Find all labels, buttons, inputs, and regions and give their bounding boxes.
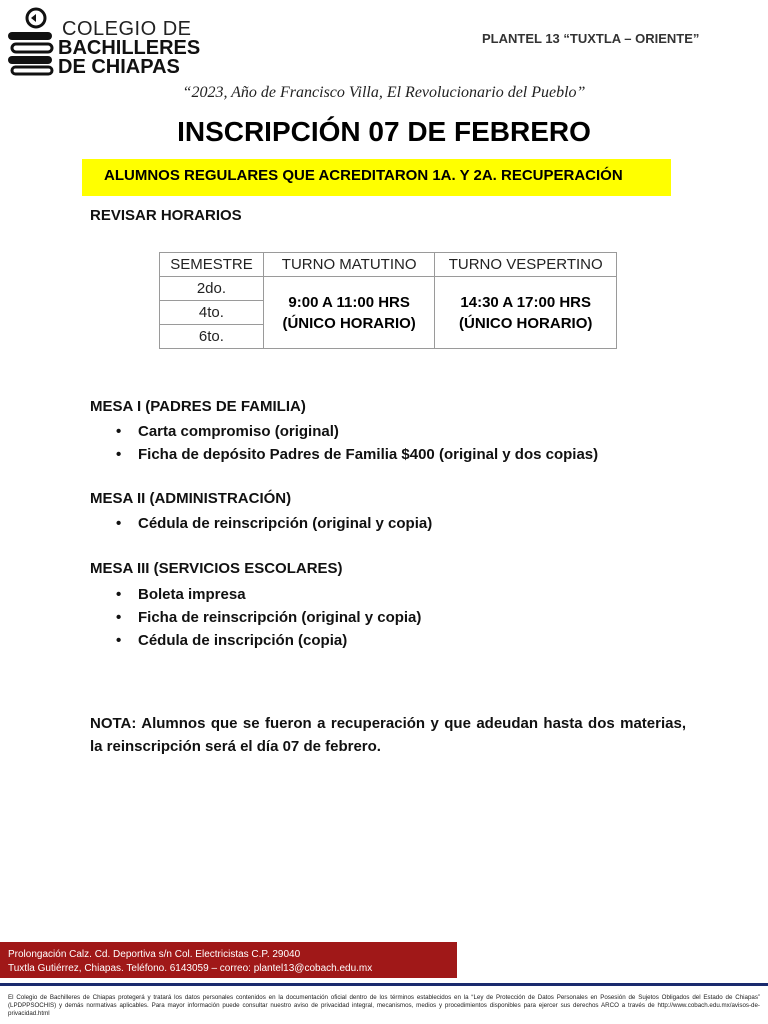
mesa-3-list xyxy=(116,583,421,652)
mesa-1-title: MESA I (PADRES DE FAMILIA) xyxy=(90,398,306,415)
highlight-banner-text: ALUMNOS REGULARES QUE ACREDITARON 1A. Y 2A. RECUPERACIÓN xyxy=(104,167,623,184)
list-item: • Ficha de reinscripción (original y copia) xyxy=(116,606,421,629)
mesa-1-list xyxy=(116,420,598,466)
table-header-cell: TURNO MATUTINO xyxy=(263,253,435,277)
page-title: INSCRIPCIÓN 07 DE FEBRERO xyxy=(177,116,591,147)
vespertino-note: (ÚNICO HORARIO) xyxy=(459,314,593,332)
mesa-2-title: MESA II (ADMINISTRACIÓN) xyxy=(90,490,292,507)
matutino-time: 9:00 A 11:00 HRS xyxy=(288,293,410,311)
mesa-3-title: MESA III (SERVICIOS ESCOLARES) xyxy=(90,560,343,577)
list-item: • Cédula de reinscripción (original y copia) xyxy=(116,512,432,535)
revisar-horarios-label: REVISAR HORARIOS xyxy=(90,207,242,224)
vespertino-time-cell xyxy=(435,277,617,349)
logo-text-line1: COLEGIO DE xyxy=(62,18,192,40)
year-motto: “2023, Año de Francisco Villa, El Revolucionario del Pueblo” xyxy=(182,84,586,101)
footer-address-line2: Tuxtla Gutiérrez, Chiapas. Teléfono. 6143059 – correo: plantel13@cobach.edu.mx xyxy=(8,963,373,974)
semester-cell: 4to. xyxy=(160,301,264,325)
list-item: • Cédula de inscripción (copia) xyxy=(116,629,421,652)
list-item: • Ficha de depósito Padres de Familia $400 (original y dos copias) xyxy=(116,443,598,466)
list-item: • Carta compromiso (original) xyxy=(116,420,598,443)
book-stack-logo-icon xyxy=(4,4,56,76)
privacy-notice: El Colegio de Bachilleres de Chiapas protegerá y tratará los datos personales contenidos en la documentación oficial dentro de los términos establecidos en la “Ley de Protección de Datos Personales en Posesión de Sujetos Obligados del Estado de Chiapas” (LPDPPSOCHIS) y demás normativas aplicables. Para mayor información puede consultar nuestro aviso de privacidad integral, mecanismos, medios y procedimientos disponibles para ejercer sus derechos ARCO a través de http://www.cobach.edu.mx/avisos-de-privacidad.html xyxy=(8,994,760,1017)
table-header-cell: SEMESTRE xyxy=(160,253,264,277)
semester-cell: 6to. xyxy=(160,325,264,349)
matutino-time-cell xyxy=(263,277,435,349)
matutino-note: (ÚNICO HORARIO) xyxy=(282,314,416,332)
table-header-cell: TURNO VESPERTINO xyxy=(435,253,617,277)
footer-divider xyxy=(0,983,768,986)
mesa-2-list xyxy=(116,512,432,535)
list-item: • Boleta impresa xyxy=(116,583,421,606)
schedule-table xyxy=(159,252,617,349)
logo-text-line3: DE CHIAPAS xyxy=(58,56,180,78)
logo-text-line2: BACHILLERES xyxy=(58,37,201,59)
footer-address-line1: Prolongación Calz. Cd. Deportiva s/n Col. Electricistas C.P. 29040 xyxy=(8,949,301,960)
semester-cell: 2do. xyxy=(160,277,264,301)
vespertino-time: 14:30 A 17:00 HRS xyxy=(460,293,592,311)
plantel-label: PLANTEL 13 “TUXTLA – ORIENTE” xyxy=(482,31,700,46)
nota-paragraph: NOTA: Alumnos que se fueron a recuperación y que adeudan hasta dos materias, la reinscripción será el día 07 de febrero. xyxy=(90,715,686,755)
